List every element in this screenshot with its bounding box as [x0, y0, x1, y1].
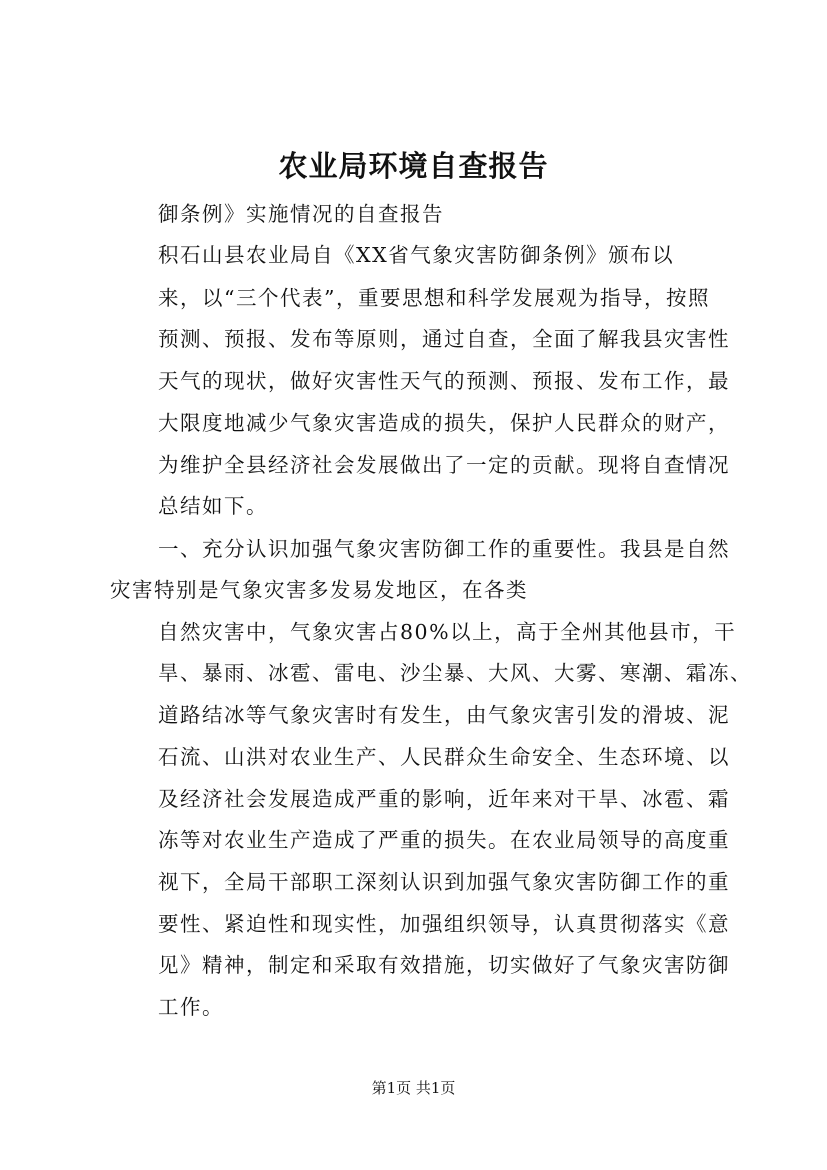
text-line: 工作。 [158, 995, 224, 1019]
text-line: 总结如下。 [158, 494, 268, 518]
text-line: 道路结冰等气象灾害时有发生，由气象灾害引发的滑坡、泥 [158, 703, 730, 727]
text-line: 天气的现状，做好灾害性天气的预测、预报、发布工作，最 [158, 369, 730, 393]
text-line: 及经济社会发展造成严重的影响，近年来对干旱、冰雹、霜 [158, 787, 730, 811]
text-line: 灾害特别是气象灾害多发易发地区，在各类 [110, 578, 528, 602]
text-line: 要性、紧迫性和现实性，加强组织领导，认真贯彻落实《意 [158, 912, 730, 936]
page-footer: 第1页 共1页 [371, 1079, 456, 1097]
text-line: 为维护全县经济社会发展做出了一定的贡献。现将自查情况 [158, 453, 730, 477]
text-line: 旱、暴雨、冰雹、雷电、沙尘暴、大风、大雾、寒潮、霜冻、 [158, 661, 752, 685]
text-line: 御条例》实施情况的自查报告 [158, 202, 444, 226]
text-line: 石流、山洪对农业生产、人民群众生命安全、生态环境、以 [158, 745, 730, 769]
text-line: 大限度地减少气象灾害造成的损失，保护人民群众的财产， [158, 411, 730, 435]
text-line: 一、充分认识加强气象灾害防御工作的重要性。我县是自然 [158, 537, 730, 561]
text-line: 自然灾害中，气象灾害占80%以上，高于全州其他县市，干 [158, 620, 737, 644]
text-line: 冻等对农业生产造成了严重的损失。在农业局领导的高度重 [158, 828, 730, 852]
document-title: 农业局环境自查报告 [278, 149, 549, 183]
text-line: 见》精神，制定和采取有效措施，切实做好了气象灾害防御 [158, 953, 730, 977]
text-line: 预测、预报、发布等原则，通过自查，全面了解我县灾害性 [158, 327, 730, 351]
text-line: 积石山县农业局自《XX省气象灾害防御条例》颁布以 [158, 243, 675, 267]
text-line: 来，以“三个代表”，重要思想和科学发展观为指导，按照 [158, 286, 710, 310]
text-line: 视下，全局干部职工深刻认识到加强气象灾害防御工作的重 [158, 870, 730, 894]
